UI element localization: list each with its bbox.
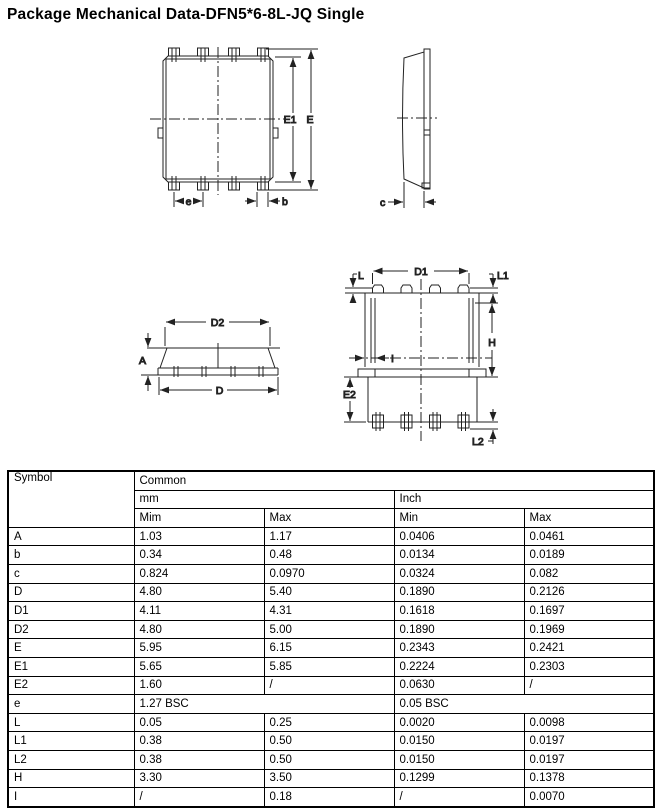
- dim-label-l: L: [358, 270, 364, 282]
- value-cell: 0.1890: [394, 620, 524, 639]
- value-cell: 4.31: [264, 602, 394, 621]
- value-cell: 0.0197: [524, 750, 654, 769]
- value-cell: 0.38: [134, 750, 264, 769]
- symbol-cell: L2: [8, 750, 134, 769]
- value-cell: 0.0630: [394, 676, 524, 695]
- dim-label-i: I: [391, 353, 394, 365]
- value-cell: 0.0150: [394, 750, 524, 769]
- symbol-cell: E2: [8, 676, 134, 695]
- symbol-cell: D2: [8, 620, 134, 639]
- value-cell: 0.34: [134, 546, 264, 565]
- value-cell: 0.05 BSC: [394, 695, 654, 714]
- value-cell: 0.25: [264, 713, 394, 732]
- symbol-cell: D: [8, 583, 134, 602]
- value-cell: 0.1618: [394, 602, 524, 621]
- header-inch: Inch: [394, 490, 654, 509]
- header-common: Common: [134, 471, 654, 490]
- dim-label-l2: L2: [472, 436, 484, 448]
- value-cell: 4.11: [134, 602, 264, 621]
- symbol-cell: b: [8, 546, 134, 565]
- symbol-cell: H: [8, 769, 134, 788]
- value-cell: 5.65: [134, 657, 264, 676]
- value-cell: 0.1969: [524, 620, 654, 639]
- dimension-table: [7, 470, 655, 808]
- value-cell: 0.1299: [394, 769, 524, 788]
- value-cell: /: [394, 788, 524, 807]
- symbol-cell: c: [8, 564, 134, 583]
- table-row: [8, 750, 654, 769]
- value-cell: 0.0197: [524, 732, 654, 751]
- table-row: [8, 788, 654, 807]
- value-cell: 0.50: [264, 732, 394, 751]
- value-cell: 0.0098: [524, 713, 654, 732]
- table-row: [8, 546, 654, 565]
- header-symbol: Symbol: [8, 471, 134, 527]
- value-cell: 5.00: [264, 620, 394, 639]
- dim-label-d2: D2: [210, 317, 225, 329]
- table-row: [8, 657, 654, 676]
- value-cell: 0.38: [134, 732, 264, 751]
- dim-label-e-small: e: [185, 196, 192, 208]
- value-cell: 0.082: [524, 564, 654, 583]
- value-cell: 5.85: [264, 657, 394, 676]
- value-cell: 0.2421: [524, 639, 654, 658]
- value-cell: 0.1378: [524, 769, 654, 788]
- value-cell: 1.17: [264, 527, 394, 546]
- dim-label-d: D: [215, 385, 224, 397]
- value-cell: 0.48: [264, 546, 394, 565]
- value-cell: 0.2343: [394, 639, 524, 658]
- table-row: [8, 602, 654, 621]
- table-row: [8, 564, 654, 583]
- value-cell: 0.05: [134, 713, 264, 732]
- header-mm-max: Max: [264, 509, 394, 528]
- header-mm: mm: [134, 490, 394, 509]
- value-cell: /: [264, 676, 394, 695]
- value-cell: 1.27 BSC: [134, 695, 394, 714]
- table-row: [8, 769, 654, 788]
- value-cell: 5.95: [134, 639, 264, 658]
- bottom-view-drawing: [343, 266, 509, 448]
- header-inch-max: Max: [524, 509, 654, 528]
- value-cell: 0.0406: [394, 527, 524, 546]
- dimension-table-body: [8, 527, 654, 806]
- dim-label-c: c: [380, 197, 386, 209]
- value-cell: 0.0070: [524, 788, 654, 807]
- symbol-cell: e: [8, 695, 134, 714]
- left-tab: [158, 128, 163, 138]
- value-cell: 4.80: [134, 620, 264, 639]
- value-cell: 0.2224: [394, 657, 524, 676]
- value-cell: /: [134, 788, 264, 807]
- value-cell: /: [524, 676, 654, 695]
- value-cell: 0.0020: [394, 713, 524, 732]
- top-view-drawing: [150, 47, 318, 208]
- front-view-drawing: [139, 317, 280, 397]
- value-cell: 0.1890: [394, 583, 524, 602]
- dim-label-b: b: [282, 196, 288, 208]
- table-row: [8, 527, 654, 546]
- table-row: [8, 583, 654, 602]
- symbol-cell: E: [8, 639, 134, 658]
- dim-label-d1: D1: [414, 266, 428, 278]
- table-row: [8, 620, 654, 639]
- dim-label-e-big: E: [306, 114, 314, 126]
- dim-label-e1: E1: [283, 114, 297, 126]
- value-cell: 0.50: [264, 750, 394, 769]
- value-cell: 1.03: [134, 527, 264, 546]
- header-inch-min: Min: [394, 509, 524, 528]
- value-cell: 0.0324: [394, 564, 524, 583]
- value-cell: 1.60: [134, 676, 264, 695]
- table-row: [8, 695, 654, 714]
- page-title: Package Mechanical Data-DFN5*6-8L-JQ Single: [7, 6, 365, 23]
- table-row: [8, 732, 654, 751]
- value-cell: 4.80: [134, 583, 264, 602]
- table-row: [8, 676, 654, 695]
- value-cell: 0.2126: [524, 583, 654, 602]
- symbol-cell: A: [8, 527, 134, 546]
- symbol-cell: L1: [8, 732, 134, 751]
- value-cell: 6.15: [264, 639, 394, 658]
- value-cell: 0.0189: [524, 546, 654, 565]
- table-row: [8, 713, 654, 732]
- value-cell: 0.0461: [524, 527, 654, 546]
- header-mm-min: Mim: [134, 509, 264, 528]
- value-cell: 3.50: [264, 769, 394, 788]
- dim-label-a: A: [139, 355, 147, 367]
- symbol-cell: E1: [8, 657, 134, 676]
- value-cell: 0.0970: [264, 564, 394, 583]
- table-row: [8, 639, 654, 658]
- dim-label-h: H: [488, 337, 496, 349]
- value-cell: 3.30: [134, 769, 264, 788]
- value-cell: 5.40: [264, 583, 394, 602]
- dim-label-e2: E2: [343, 389, 356, 401]
- value-cell: 0.0150: [394, 732, 524, 751]
- symbol-cell: L: [8, 713, 134, 732]
- symbol-cell: I: [8, 788, 134, 807]
- dim-label-l1: L1: [497, 270, 509, 282]
- value-cell: 0.0134: [394, 546, 524, 565]
- value-cell: 0.18: [264, 788, 394, 807]
- value-cell: 0.2303: [524, 657, 654, 676]
- right-tab: [273, 128, 278, 138]
- side-view-drawing: [380, 49, 437, 209]
- value-cell: 0.824: [134, 564, 264, 583]
- table-header-row: [8, 471, 654, 490]
- value-cell: 0.1697: [524, 602, 654, 621]
- symbol-cell: D1: [8, 602, 134, 621]
